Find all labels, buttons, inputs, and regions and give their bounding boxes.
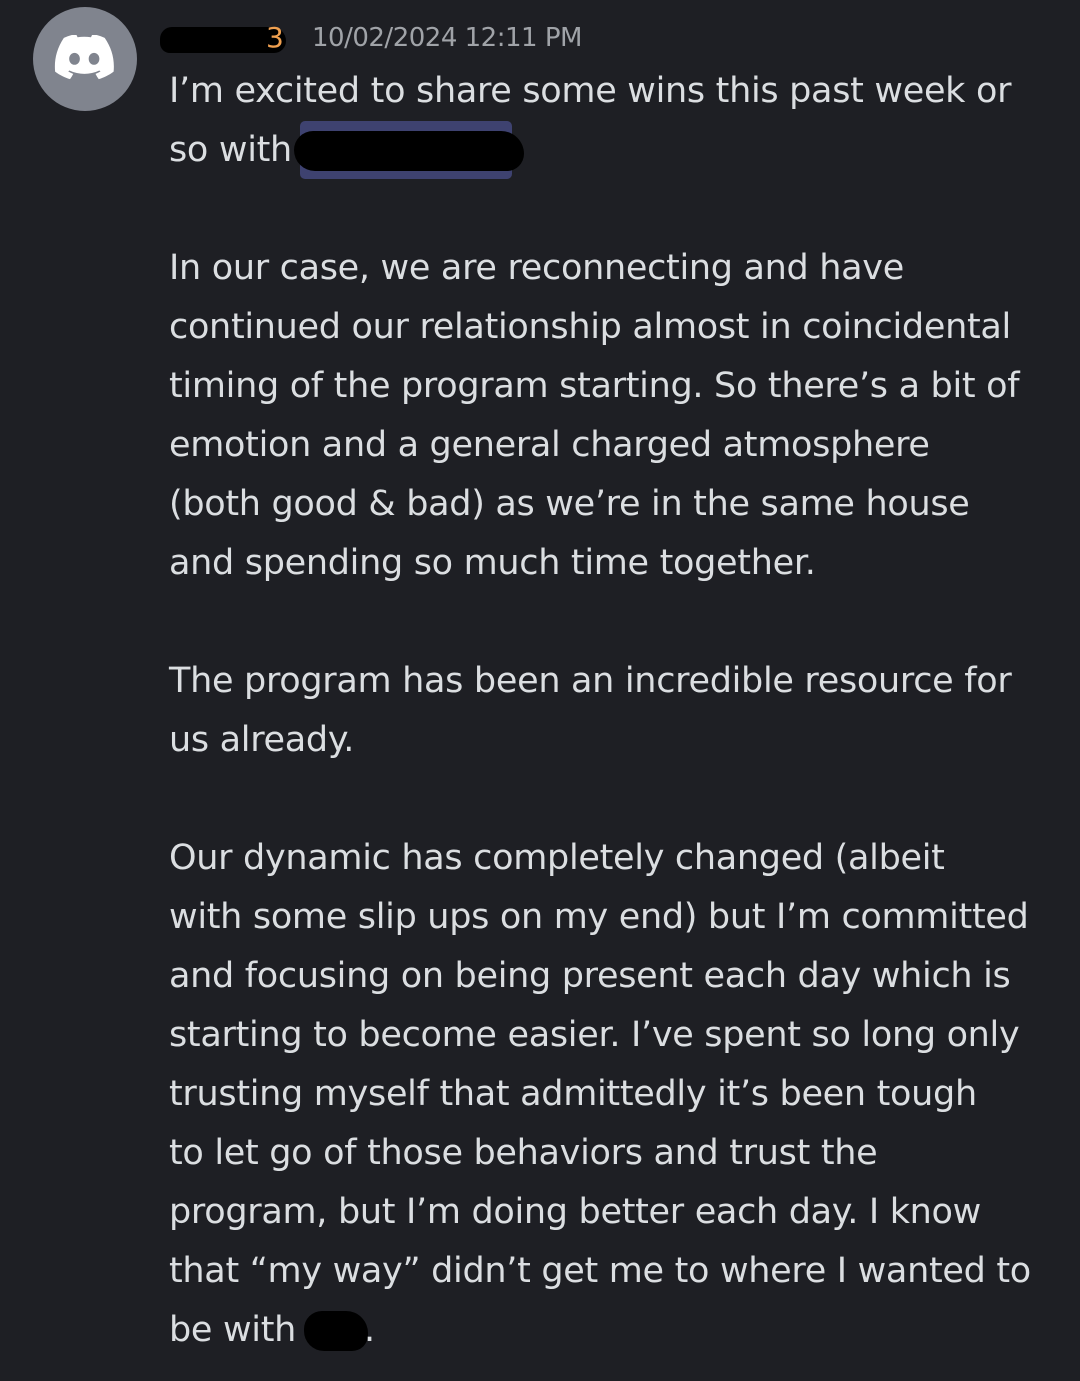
redaction-mark	[304, 1311, 368, 1351]
message-line: Our dynamic has completely changed (albeit	[169, 838, 945, 878]
message-line: starting to become easier. I’ve spent so long only	[169, 1015, 1020, 1055]
paragraph-gap	[169, 593, 1059, 652]
paragraph-gap	[169, 180, 1059, 239]
message-line: us already.	[169, 720, 355, 760]
message-line: that “my way” didn’t get me to where I wanted to	[169, 1251, 1031, 1291]
message-line-text: so with	[169, 130, 292, 170]
message-line: timing of the program starting. So there’s a bit of	[169, 366, 1020, 406]
message-line: and spending so much time together.	[169, 543, 816, 583]
message-line: program, but I’m doing better each day. I know	[169, 1192, 981, 1232]
message-header	[158, 18, 582, 58]
message-line: with some slip ups on my end) but I’m committed	[169, 897, 1029, 937]
timestamp: 10/02/2024 12:11 PM	[312, 23, 582, 53]
message-line: continued our relationship almost in coincidental	[169, 307, 1011, 347]
message-line-text: be with	[169, 1310, 297, 1350]
redaction-mark	[294, 131, 524, 171]
message-line: In our case, we are reconnecting and have	[169, 248, 904, 288]
message-line-text: .	[364, 1310, 375, 1350]
avatar[interactable]	[33, 7, 137, 111]
message-line: trusting myself that admittedly it’s been tough	[169, 1074, 977, 1114]
message-line	[169, 1301, 1059, 1360]
message-content	[169, 62, 1059, 1360]
message-line: and focusing on being present each day which is	[169, 956, 1011, 996]
user-mention[interactable]	[300, 121, 512, 179]
discord-logo-icon	[53, 35, 117, 83]
message-line	[169, 121, 1059, 180]
message-line: (both good & bad) as we’re in the same house	[169, 484, 970, 524]
message-line: to let go of those behaviors and trust the	[169, 1133, 878, 1173]
message-line: The program has been an incredible resource for	[169, 661, 1012, 701]
author-name-tail: 3	[266, 21, 284, 54]
author-name[interactable]	[158, 21, 288, 55]
paragraph-gap	[169, 770, 1059, 829]
message-line: I’m excited to share some wins this past week or	[169, 71, 1012, 111]
message-line: emotion and a general charged atmosphere	[169, 425, 930, 465]
